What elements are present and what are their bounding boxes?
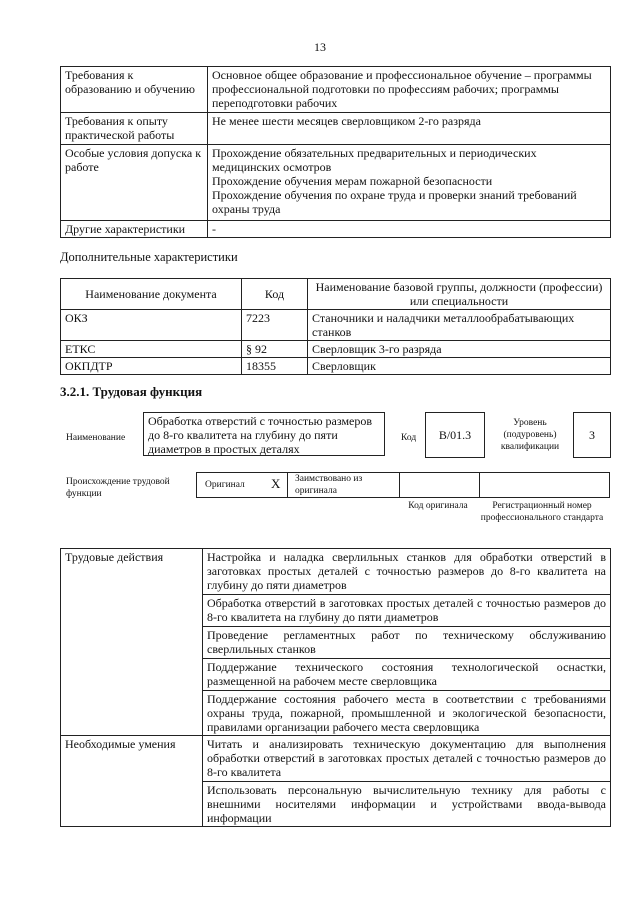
- req-line: Прохождение обучения мерам пожарной безопасности: [212, 174, 493, 188]
- borrowed-label: Заимствовано из оригинала: [295, 474, 363, 496]
- list-item: Поддержание состояния рабочего места в соответствии с требованиями охраны труда, пожарной, промышленной и экологической безопасности, правилами организации рабочего места сверловщика: [203, 690, 610, 734]
- requirements-table: [60, 66, 611, 238]
- header-code: Код: [242, 279, 308, 310]
- origin-divider-2: [399, 473, 400, 497]
- function-heading: 3.2.1. Трудовая функция: [60, 384, 203, 399]
- table-row: [61, 736, 611, 827]
- table-row: [61, 221, 611, 238]
- code-cell: § 92: [242, 341, 308, 358]
- req-label: Требования к образованию и обучению: [61, 67, 208, 113]
- req-line: Прохождение обучения по охране труда и проверки знаний требований охраны труда: [212, 188, 577, 216]
- req-label: Требования к опыту практической работы: [61, 113, 208, 145]
- name-cell: Сверловщик: [308, 358, 611, 375]
- list-item: Читать и анализировать техническую документацию для выполнения обработки отверстий в заготовках простых деталей с точностью размеров до 8-го квалитета: [207, 737, 606, 779]
- skills-label: Необходимые умения: [61, 736, 203, 827]
- function-code: B/01.3: [438, 428, 472, 442]
- page-number: 13: [314, 40, 326, 54]
- origin-divider-1: [287, 473, 288, 497]
- list-item: Использовать персональную вычислительную технику для работы с внешними носителями информации и устройствами ввода-вывода информации: [203, 781, 610, 825]
- doc-cell: ЕТКС: [61, 341, 242, 358]
- req-value: -: [208, 221, 611, 238]
- header-doc: Наименование документа: [61, 279, 242, 310]
- req-value: Не менее шести месяцев сверловщиком 2-го разряда: [208, 113, 611, 145]
- level-value: 3: [589, 428, 595, 442]
- list-item: Поддержание технического состояния технологической оснастки, размещенной на рабочем месте сверловщика: [203, 658, 610, 688]
- name-label: Наименование: [66, 433, 126, 443]
- list-item: Настройка и наладка сверлильных станков для обработки отверстий в заготовках простых деталей с точностью размеров до 8-го квалитета на глубину до пяти диаметров: [207, 550, 606, 592]
- name-cell: Сверловщик 3-го разряда: [308, 341, 611, 358]
- table-row: [61, 145, 611, 221]
- original-mark: X: [271, 476, 281, 491]
- skills-list: [203, 736, 611, 827]
- table-row: [61, 549, 611, 736]
- function-name: Обработка отверстий с точностью размеров до 8-го квалитета на глубину до пяти диаметров в простых деталях: [148, 414, 373, 456]
- req-label: Другие характеристики: [61, 221, 208, 238]
- code-label: Код: [401, 433, 417, 443]
- list-item: Проведение регламентных работ по техническому обслуживанию сверлильных станков: [203, 626, 610, 656]
- additional-table: [60, 278, 611, 375]
- level-box: [573, 412, 611, 458]
- function-name-box: [143, 412, 385, 456]
- level-label: Уровень (подуровень) квалификации: [500, 418, 560, 452]
- table-row: [61, 358, 611, 375]
- doc-cell: ОКЗ: [61, 310, 242, 341]
- original-label: Оригинал: [205, 480, 245, 490]
- name-cell: Станочники и наладчики металлообрабатывающих станков: [308, 310, 611, 341]
- origin-divider-3: [479, 473, 480, 497]
- table-row: [61, 67, 611, 113]
- table-row: [61, 341, 611, 358]
- duties-table: [60, 548, 611, 827]
- duties-list: [203, 549, 611, 736]
- table-row: [61, 310, 611, 341]
- req-line: Прохождение обязательных предварительных и периодических медицинских осмотров: [212, 146, 537, 174]
- table-row: [61, 113, 611, 145]
- origin-label: Происхождение трудовой функции: [66, 477, 170, 499]
- req-label: Особые условия допуска к работе: [61, 145, 208, 221]
- table-header-row: [61, 279, 611, 310]
- header-name: Наименование базовой группы, должности (профессии) или специальности: [308, 279, 611, 310]
- code-cell: 7223: [242, 310, 308, 341]
- function-code-box: [425, 412, 485, 458]
- reg-number-label: Регистрационный номер профессионального стандарта: [480, 501, 604, 523]
- origin-box: [196, 472, 610, 498]
- doc-cell: ОКПДТР: [61, 358, 242, 375]
- duties-label: Трудовые действия: [61, 549, 203, 736]
- list-item: Обработка отверстий в заготовках простых деталей с точностью размеров до 8-го квалитета на глубину до пяти диаметров: [203, 594, 610, 624]
- req-value: Основное общее образование и профессиональное обучение – программы профессиональной подготовки по профессиям рабочих; программы переподготовки рабочих: [208, 67, 611, 113]
- orig-code-label: Код оригинала: [408, 501, 468, 511]
- code-cell: 18355: [242, 358, 308, 375]
- req-value: [208, 145, 611, 221]
- additional-heading: Дополнительные характеристики: [60, 250, 238, 264]
